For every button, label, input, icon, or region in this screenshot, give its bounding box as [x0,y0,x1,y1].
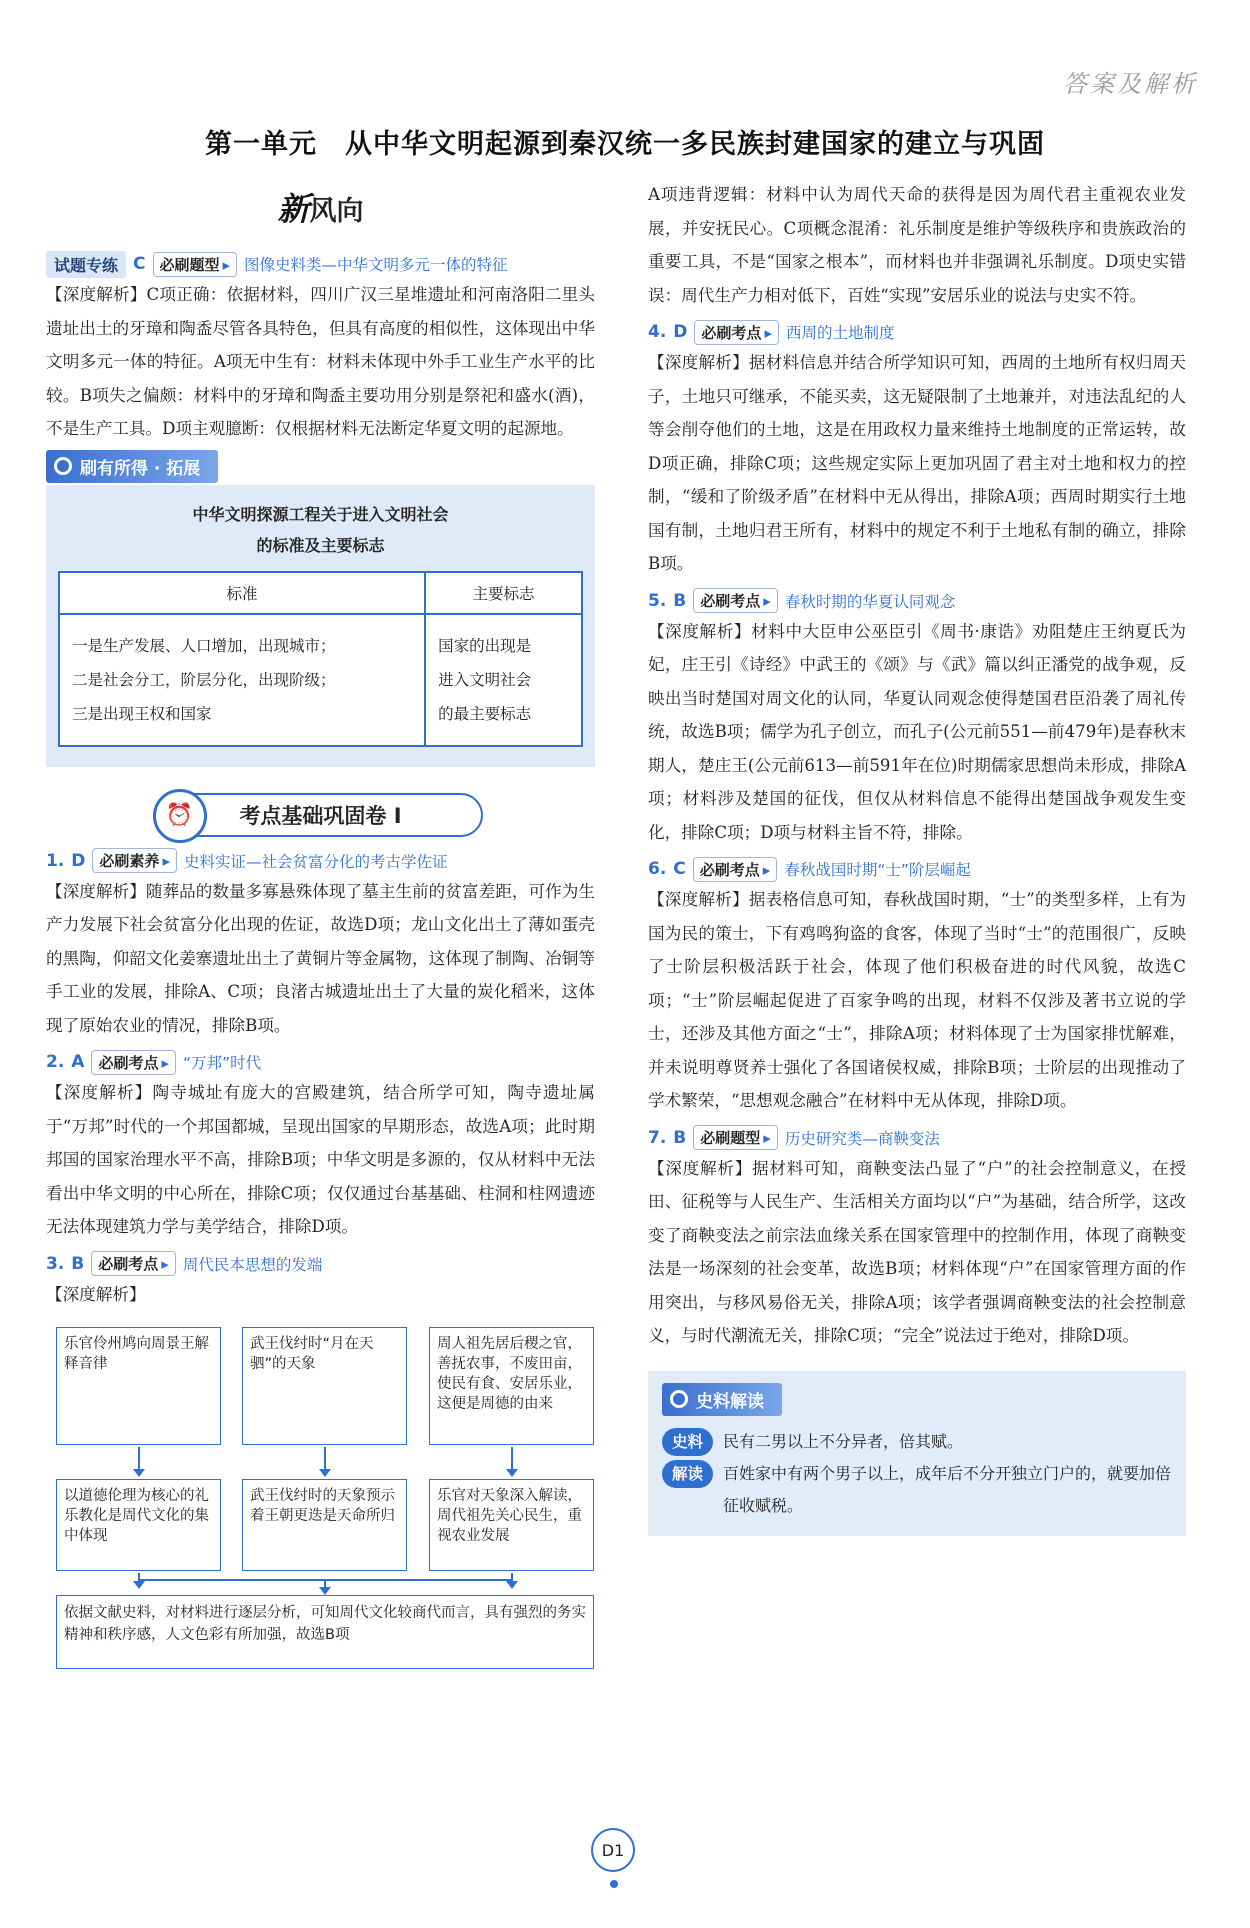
new-direction-rest: 风向 [309,196,364,227]
analysis-flowchart [46,1321,595,1671]
table-cell-marker: 国家的出现是 进入文明社会 的最主要标志 [425,614,582,746]
table-header-standard: 标准 [59,572,425,614]
special-practice-tag: 试题专练 [46,251,126,278]
flow-box-3: 周人祖先居后稷之官，善抚农事，不废田亩，使民有食、安居乐业，这便是周德的由来 [429,1327,594,1445]
question-0-topic: 图像史料类—中华文明多元一体的特征 [244,256,508,274]
question-4-analysis: 【深度解析】据材料信息并结合所学知识可知，西周的土地所有权归周天子，土地只可继承，不能买卖，这无疑限制了土地兼并，对违法乱纪的人等会削夺他们的土地，这是在用政权力量来维持土地制度的正常运转，故D项正确，排除C项；这些规定实际上更加巩固了君主对土地和权力的控制，“缓和了阶级矛盾”在材料中无从得出，排除A项；西周时期实行土地国有制，土地归君王所有，材料中的规定不利于土地私有制的确立，排除B项。 [648,353,1186,573]
question-1-analysis: 【深度解析】随葬品的数量多寡悬殊体现了墓主生前的贫富差距，可作为生产力发展下社会贫富分化出现的佐证，故选D项；龙山文化出土了薄如蛋壳的黑陶，仰韶文化姜寨遗址出土了黄铜片等金属物，这体现了制陶、冶铜等手工业的发展，排除A、C项；良渚古城遗址出土了大量的炭化稻米，这体现了原始农业的情况，排除B项。 [46,881,595,1035]
question-4-header [648,318,1186,346]
question-7-answer: B [673,1127,687,1148]
question-1-tag: 必刷素养 ▸ [92,848,177,873]
table-header-marker: 主要标志 [425,572,582,614]
page-number: D1 [591,1828,635,1872]
question-5-tag: 必刷考点 ▸ [693,588,778,613]
page-number-dot [610,1880,618,1888]
question-2-answer: A [71,1052,85,1072]
left-column [46,178,595,1671]
interpretation-text: 百姓家中有两个男子以上，成年后不分开独立门户的，就要加倍征收赋税。 [723,1463,1172,1515]
civilization-standards-table [58,571,583,747]
question-4-topic: 西周的土地制度 [785,324,895,342]
question-7-header [648,1124,1186,1152]
source-row [662,1426,1172,1458]
flow-arrow-1 [138,1447,140,1469]
interpretation-row [662,1458,1172,1522]
flow-box-summary: 依据文献史料，对材料进行逐层分析，可知周代文化较商代而言，具有强烈的务实精神和秩序感，人文色彩有所加强，故选B项 [56,1595,594,1669]
question-6-number: 6. [648,859,667,879]
question-4-answer: D [673,322,688,342]
question-2-tag: 必刷考点 ▸ [91,1050,176,1075]
interpretation-label: 解读 [662,1460,713,1488]
source-reading-box [648,1371,1186,1536]
question-7-tag: 必刷题型 ▸ [693,1125,778,1150]
question-6-analysis: 【深度解析】据表格信息可知，春秋战国时期，“士”的类型多样，上有为国为民的策士，下有鸡鸣狗盗的食客，体现了当时“士”的范围很广，反映了士阶层积极活跃于社会，体现了他们积极奋进的时代风貌，故选C项；“士”阶层崛起促进了百家争鸣的出现，材料不仅涉及著书立说的学士，还涉及其他方面之“士”，排除A项；材料体现了士为国家排忧解难，并未说明尊贤养士强化了各国诸侯权威，排除B项；士阶层的出现推动了学术繁荣，“思想观念融合”在材料中无从体现，排除D项。 [648,890,1186,1110]
question-3-number: 3. [46,1253,65,1274]
question-6-answer: C [673,859,686,879]
question-7-number: 7. [648,1127,667,1148]
question-7-analysis: 【深度解析】据材料可知，商鞅变法凸显了“户”的社会控制意义，在授田、征税等与人民生产、生活相关方面均以“户”为基础，结合所学，这改变了商鞅变法之前宗法血缘关系在国家管理中的控制作用，体现了商鞅变法是一场深刻的社会变革，故选B项；材料体现“户”在国家管理方面的作用突出，与移风易俗无关，排除A项；该学者强调商鞅变法的社会控制意义，与时代潮流无关，排除C项；“完全”说法过于绝对，排除D项。 [648,1158,1186,1345]
target-icon [54,457,72,475]
question-5-answer: B [673,590,687,611]
flow-arrow-3 [511,1447,513,1469]
question-6-tag: 必刷考点 ▸ [693,857,778,882]
question-2-analysis: 【深度解析】陶寺城址有庞大的宫殿建筑，结合所学可知，陶寺遗址属于“万邦”时代的一个邦国都城，呈现出国家的早期形态，故选A项；此时期邦国的国家治理水平不高，排除B项；中华文明是多源的，仅从材料中无法看出中华文明的中心所在，排除C项；仅仅通过台基基础、柱洞和柱网遗迹无法体现建筑力学与美学结合，排除D项。 [46,1083,595,1236]
question-0-tag: 必刷题型 ▸ [153,252,238,277]
flow-arrow-2 [324,1447,326,1469]
question-2-number: 2. [46,1052,65,1072]
table-cell-standards: 一是生产发展、人口增加，出现城市； 二是社会分工，阶层分化，出现阶级； 三是出现王权和国家 [59,614,425,746]
unit-title: 第一单元 从中华文明起源到秦汉统一多民族封建国家的建立与巩固 [205,129,1045,160]
header-corner-title: 答案及解析 [1063,70,1198,98]
question-1-answer: D [71,850,86,871]
question-0-answer: C [133,254,146,274]
question-5-header [648,587,1186,615]
question-3-tag: 必刷考点 ▸ [91,1251,176,1276]
question-3-topic: 周代民本思想的发端 [182,1255,323,1274]
alarm-clock-icon: ⏰ [153,789,207,843]
question-2-topic: “万邦”时代 [183,1054,262,1072]
question-0-analysis: 【深度解析】C项正确：依据材料，四川广汉三星堆遗址和河南洛阳二里头遗址出土的牙璋和陶盉尽管各具特色，但具有高度的相似性，这体现出中华文明多元一体的特征。A项无中生有：材料未体现中外手工业生产水平的比较。B项失之偏颇：材料中的牙璋和陶盉主要功用分别是祭祀和盛水(酒)，不是生产工具。D项主观臆断：仅根据材料无法断定华夏文明的起源地。 [46,285,595,438]
flow-down-left [138,1573,140,1581]
question-3-header [46,1250,595,1278]
question-5-number: 5. [648,590,667,611]
question-4-number: 4. [648,322,667,342]
source-label: 史料 [662,1428,713,1456]
question-1-number: 1. [46,850,65,871]
question-4-tag: 必刷考点 ▸ [694,320,779,345]
extension-title-line1: 中华文明探源工程关于进入文明社会 [192,504,449,524]
flow-box-1: 乐官伶州鸠向周景王解释音律 [56,1327,221,1445]
question-1-header [46,847,595,875]
flow-box-6: 乐官对天象深入解读，周代祖先关心民生，重视农业发展 [429,1479,594,1571]
flow-arrow-to-summary [324,1581,326,1587]
exam-section-heading: ⏰ 考点基础巩固卷 Ⅰ [159,793,483,837]
source-text: 民有二男以上不分异者，倍其赋。 [723,1431,964,1451]
extension-banner: 刷有所得 · 拓展 [46,450,218,483]
question-6-topic: 春秋战国时期“士”阶层崛起 [784,861,971,879]
question-3-continued: A项违背逻辑：材料中认为周代天命的获得是因为周代君主重视农业发展，并安抚民心。C项概念混淆：礼乐制度是维护等级秩序和贵族政治的重要工具，不是“国家之根本”，而材料也并非强调礼乐制度。D项史实错误：周代生产力相对低下，百姓“实现”安居乐业的说法与史实不符。 [648,185,1186,305]
source-reading-banner: 史料解读 [662,1383,782,1416]
flow-box-2: 武王伐纣时“月在天驷”的天象 [242,1327,407,1445]
question-7-topic: 历史研究类—商鞅变法 [784,1129,940,1148]
right-column [648,178,1186,1536]
flow-down-right [511,1573,513,1581]
question-3-label: 【深度解析】 [46,1284,146,1304]
extension-box [46,485,595,767]
flow-box-4: 以道德伦理为核心的礼乐教化是周代文化的集中体现 [56,1479,221,1571]
question-2-header [46,1048,595,1076]
question-0-header [46,250,595,278]
question-6-header [648,855,1186,883]
question-5-topic: 春秋时期的华夏认同观念 [784,592,956,611]
question-5-analysis: 【深度解析】材料中大臣申公巫臣引《周书·康诰》劝阻楚庄王纳夏氏为妃，庄王引《诗经》中武王的《颂》与《武》篇以纠正潘党的战争观，反映出当时楚国对周文化的认同，华夏认同观念使得楚国君臣沿袭了周礼传统，故选B项；儒学为孔子创立，而孔子(公元前551—前479年)是春秋末期人，楚庄王(公元前613—前591年在位)时期儒家思想尚未形成，排除A项；材料涉及楚国的征伐，但仅从材料信息不能得出楚国战争观发生变化，排除C项；D项与材料主旨不符，排除。 [648,621,1186,842]
question-1-topic: 史料实证—社会贫富分化的考古学佐证 [183,852,448,871]
new-direction-heading [46,184,595,230]
target-icon [670,1390,688,1408]
flow-box-5: 武王伐纣时的天象预示着王朝更迭是天命所归 [242,1479,407,1571]
extension-title-line2: 的标准及主要标志 [256,535,385,555]
new-direction-big: 新 [277,190,310,228]
question-3-answer: B [71,1253,85,1274]
